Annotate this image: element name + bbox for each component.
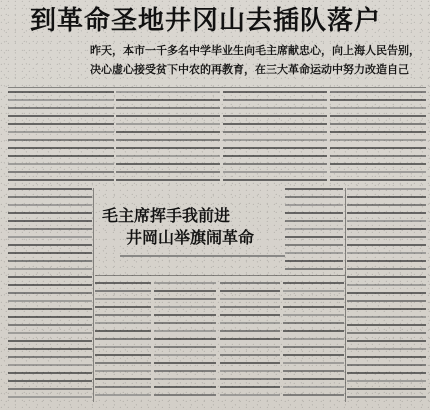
- text-line: [347, 372, 426, 374]
- text-line: [8, 155, 114, 157]
- text-line: [95, 346, 151, 348]
- text-line: [8, 260, 92, 262]
- text-line: [95, 282, 151, 284]
- text-line: [283, 306, 344, 308]
- text-line: [347, 252, 426, 254]
- text-line: [220, 378, 280, 380]
- text-line: [8, 228, 92, 230]
- text-line: [330, 139, 426, 141]
- text-line: [8, 131, 114, 133]
- text-line: [8, 196, 92, 198]
- text-line: [116, 155, 220, 157]
- text-line: [347, 284, 426, 286]
- text-line: [285, 188, 343, 190]
- text-line: [95, 290, 151, 292]
- text-line: [285, 220, 343, 222]
- left-divider: [93, 188, 94, 402]
- text-line: [283, 290, 344, 292]
- text-line: [347, 188, 426, 190]
- text-line: [8, 372, 92, 374]
- text-line: [347, 196, 426, 198]
- feature-column-4: [283, 282, 344, 402]
- text-line: [154, 370, 216, 372]
- article-column-1: [8, 91, 114, 184]
- text-line: [8, 163, 114, 165]
- text-line: [154, 290, 216, 292]
- text-line: [220, 394, 280, 396]
- text-line: [283, 386, 344, 388]
- lede-line-1: 昨天，本市一千多名中学毕业生向毛主席献忠心，向上海人民告别，: [90, 44, 420, 57]
- text-line: [347, 356, 426, 358]
- feature-title-line-2: 井岡山举旗闹革命: [126, 228, 255, 247]
- feature-title-block: [102, 187, 292, 269]
- text-line: [220, 314, 280, 316]
- text-line: [223, 115, 327, 117]
- text-line: [283, 354, 344, 356]
- text-line: [220, 298, 280, 300]
- text-line: [347, 268, 426, 270]
- text-line: [154, 338, 216, 340]
- text-line: [220, 282, 280, 284]
- text-line: [116, 147, 220, 149]
- text-line: [8, 396, 92, 398]
- text-line: [8, 316, 92, 318]
- text-line: [154, 378, 216, 380]
- text-line: [347, 220, 426, 222]
- text-line: [220, 346, 280, 348]
- text-line: [330, 91, 426, 93]
- text-line: [154, 330, 216, 332]
- text-line: [285, 228, 343, 230]
- text-line: [330, 123, 426, 125]
- feature-bottom-divider: [95, 275, 345, 276]
- text-line: [283, 338, 344, 340]
- text-line: [8, 204, 92, 206]
- text-line: [8, 356, 92, 358]
- text-line: [223, 99, 327, 101]
- text-line: [330, 155, 426, 157]
- text-line: [116, 163, 220, 165]
- text-line: [8, 348, 92, 350]
- text-line: [347, 364, 426, 366]
- text-line: [8, 380, 92, 382]
- text-line: [220, 354, 280, 356]
- text-line: [8, 340, 92, 342]
- text-line: [223, 147, 327, 149]
- text-line: [116, 179, 220, 181]
- text-line: [347, 396, 426, 398]
- text-line: [8, 332, 92, 334]
- feature-title-line-1: 毛主席挥手我前进: [102, 206, 231, 225]
- text-line: [8, 99, 114, 101]
- text-line: [285, 268, 343, 270]
- text-line: [116, 91, 220, 93]
- small-right-column: [285, 188, 343, 278]
- text-line: [154, 362, 216, 364]
- text-line: [8, 220, 92, 222]
- text-line: [330, 131, 426, 133]
- text-line: [223, 155, 327, 157]
- text-line: [330, 179, 426, 181]
- text-line: [285, 252, 343, 254]
- text-line: [154, 322, 216, 324]
- text-line: [8, 324, 92, 326]
- text-line: [223, 91, 327, 93]
- text-line: [220, 386, 280, 388]
- text-line: [95, 370, 151, 372]
- text-line: [283, 322, 344, 324]
- text-line: [347, 244, 426, 246]
- text-line: [8, 388, 92, 390]
- text-line: [285, 236, 343, 238]
- text-line: [8, 236, 92, 238]
- text-line: [116, 123, 220, 125]
- text-line: [8, 364, 92, 366]
- text-line: [154, 298, 216, 300]
- text-line: [154, 386, 216, 388]
- feature-column-1: [95, 282, 151, 402]
- text-line: [154, 394, 216, 396]
- text-line: [347, 340, 426, 342]
- text-line: [223, 171, 327, 173]
- text-line: [8, 139, 114, 141]
- feature-byline: [120, 255, 285, 257]
- text-line: [8, 300, 92, 302]
- text-line: [116, 99, 220, 101]
- text-line: [154, 282, 216, 284]
- text-line: [223, 139, 327, 141]
- text-line: [95, 322, 151, 324]
- text-line: [220, 338, 280, 340]
- text-line: [95, 378, 151, 380]
- text-line: [220, 306, 280, 308]
- text-line: [8, 308, 92, 310]
- text-line: [95, 338, 151, 340]
- text-line: [347, 228, 426, 230]
- text-line: [220, 322, 280, 324]
- text-line: [8, 147, 114, 149]
- text-line: [95, 386, 151, 388]
- text-line: [330, 107, 426, 109]
- text-line: [8, 252, 92, 254]
- text-line: [285, 212, 343, 214]
- text-line: [95, 298, 151, 300]
- text-line: [154, 346, 216, 348]
- text-line: [347, 292, 426, 294]
- text-line: [220, 330, 280, 332]
- left-vertical-column: [8, 188, 92, 402]
- text-line: [8, 244, 92, 246]
- text-line: [347, 308, 426, 310]
- text-line: [285, 204, 343, 206]
- text-line: [283, 370, 344, 372]
- text-line: [283, 282, 344, 284]
- text-line: [8, 188, 92, 190]
- article-column-3: [223, 91, 327, 184]
- text-line: [95, 306, 151, 308]
- text-line: [283, 330, 344, 332]
- text-line: [154, 314, 216, 316]
- text-line: [223, 131, 327, 133]
- text-line: [283, 362, 344, 364]
- text-line: [223, 107, 327, 109]
- text-line: [116, 115, 220, 117]
- text-line: [220, 362, 280, 364]
- text-line: [116, 139, 220, 141]
- text-line: [8, 179, 114, 181]
- text-line: [8, 284, 92, 286]
- text-line: [8, 91, 114, 93]
- text-line: [8, 123, 114, 125]
- text-line: [283, 378, 344, 380]
- text-line: [347, 324, 426, 326]
- text-line: [347, 316, 426, 318]
- text-line: [95, 314, 151, 316]
- top-divider: [8, 87, 426, 88]
- text-line: [330, 99, 426, 101]
- feature-column-2: [154, 282, 216, 402]
- text-line: [8, 276, 92, 278]
- text-line: [285, 196, 343, 198]
- text-line: [347, 236, 426, 238]
- text-line: [223, 179, 327, 181]
- text-line: [347, 348, 426, 350]
- text-line: [95, 394, 151, 396]
- text-line: [220, 370, 280, 372]
- text-line: [347, 388, 426, 390]
- text-line: [95, 330, 151, 332]
- text-line: [285, 244, 343, 246]
- text-line: [8, 212, 92, 214]
- text-line: [347, 260, 426, 262]
- text-line: [330, 163, 426, 165]
- text-line: [116, 131, 220, 133]
- text-line: [330, 171, 426, 173]
- text-line: [347, 276, 426, 278]
- text-line: [154, 354, 216, 356]
- text-line: [116, 107, 220, 109]
- text-line: [285, 260, 343, 262]
- text-line: [223, 123, 327, 125]
- text-line: [220, 290, 280, 292]
- text-line: [283, 314, 344, 316]
- text-line: [347, 332, 426, 334]
- text-line: [8, 107, 114, 109]
- text-line: [8, 171, 114, 173]
- text-line: [95, 354, 151, 356]
- text-line: [116, 171, 220, 173]
- text-line: [347, 204, 426, 206]
- text-line: [283, 298, 344, 300]
- text-line: [8, 268, 92, 270]
- right-divider: [345, 188, 346, 402]
- text-line: [95, 362, 151, 364]
- article-column-2: [116, 91, 220, 184]
- text-line: [283, 394, 344, 396]
- text-line: [8, 115, 114, 117]
- right-vertical-column: [347, 188, 426, 402]
- text-line: [8, 292, 92, 294]
- text-line: [154, 306, 216, 308]
- text-line: [330, 147, 426, 149]
- text-line: [347, 212, 426, 214]
- text-line: [347, 380, 426, 382]
- feature-column-3: [220, 282, 280, 402]
- text-line: [347, 300, 426, 302]
- text-line: [283, 346, 344, 348]
- text-line: [330, 115, 426, 117]
- text-line: [223, 163, 327, 165]
- main-headline: 到革命圣地井冈山去插队落户: [30, 6, 382, 36]
- lede-line-2: 决心虚心接受贫下中农的再教育，在三大革命运动中努力改造自己: [90, 63, 409, 76]
- article-column-4: [330, 91, 426, 184]
